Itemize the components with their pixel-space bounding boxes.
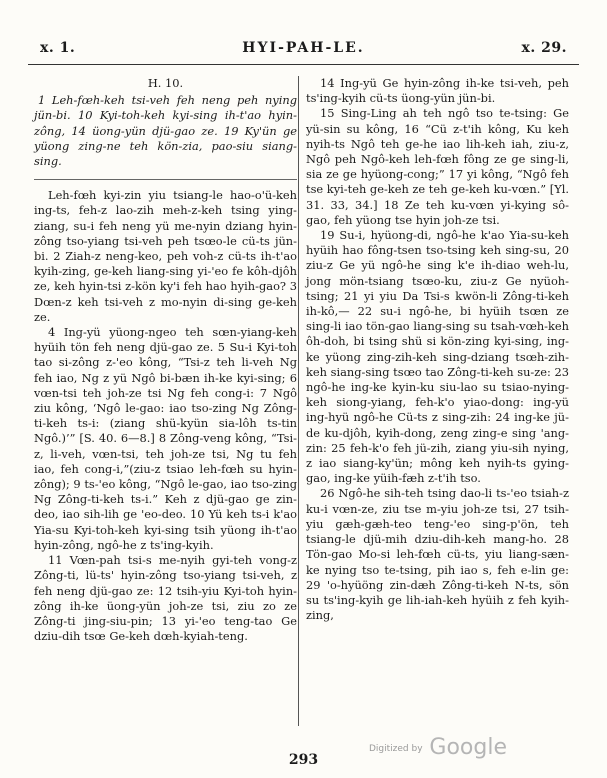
paragraph: Leh-fœh kyi-zin yiu tsiang-le hao-o'ü-keh ing-ts, feh-z lao-zih meh-z-keh tsing ying-ziang, su-i feh neng yü me-nyin dziang hyin-zông tso-yiang tsi-veh peh tsœo-le cü-ts jün-bi. 2 Ziah-z neng-keo, peh voh-z cü-ts ih-t'ao kyih-zing, ge-keh liang-sing yi-'eo fe kôh-djôh ze, keh hyin-tsi z-kön ky'i feh hao hyih-gao? 3 Dœn-z keh tsi-veh z mo-nyin di-sing ge-keh ze.: [34, 188, 297, 324]
paragraph: 26 Ngô-he sih-teh tsing dao-li ts-'eo tsiah-z ku-i vœn-ze, ziu tse m-yiu joh-ze tsi, 27 tsih-yiu gæh-gæh-teo teng-'eo sing-p'ön, teh tsiang-le djü-mih dziu-dih-keh mang-ho. 28 Tön-gao Mo-si leh-fœh cü-ts, yiu liang-sæn-ke nying tso te-tsing, pih iao s, feh e-lin ge: 29 'o-hyüöng zin-dæh Zông-ti-keh N-ts, sön su ts'ing-kyih ge lih-iah-keh hyüih z feh kyih-zing,: [306, 486, 569, 623]
header-book-title: HYI-PAH-LE.: [242, 40, 365, 56]
header-rule: [28, 64, 579, 65]
paragraph: 19 Su-i, hyüong-di, ngô-he k'ao Yia-su-keh hyüih hao fông-tsen tso-tsing keh sing-su, 20 ziu-z Ge yü ngô-he sing k'e ih-diao weh-lu, jong mön-tsiang tsœo-ku, ziu-z Ge nyüoh-tsing; 21 yi yiu Da Tsi-s kwön-li Zông-ti-keh ih-kô,— 22 su-i ngô-he, bi hyüih tsœn ze sing-li iao tön-gao liang-sing su tsah-vœh-keh ôh-doh, bi tsing shü si kön-zing kyi-sing, ing-ke yüong zing-zih-keh sing-dziang tsœh-zih-keh siang-sing tsœo tao Zông-ti-keh su-ze: 23 ngô-he ing-ke kyin-ku siu-lao su tsiao-nying-keh siong-yiang, feh-k'o yiao-dong: ing-yü ing-hyü ngô-he Cü-ts z sing-zih: 24 ing-ke jü-de ku-djôh, kyih-dong, zeng zing-e sing 'ang-zin: 25 feh-k'o feh jü-zih, ziang yiu-sih nying, z iao siang-ky'ün; mông keh nyih-ts gying-gao, ing-ke yüih-fæh z-t'ih tso.: [306, 228, 569, 486]
chapter-heading: H. 10.: [147, 76, 184, 90]
watermark-brand: Google: [429, 735, 507, 760]
header-chapter-start: x. 1.: [40, 40, 76, 56]
digitization-watermark: [369, 735, 507, 760]
page-number: 293: [288, 752, 319, 768]
paragraph: 15 Sing-Ling ah teh ngô tso te-tsing: Ge yü-sin su kông, 16 “Cü z-t'ih kông, Ku keh nyih-ts Ngô teh ge-he iao lih-keh iah, ziu-z, Ngô peh Ngô-keh leh-fœh fông ze ge sing-li, sia ze ge hyüong-cong;” 17 yi kông, “Ngô feh tse kyi-teh ge-keh ze teh ge-keh ku-vœn.” [Yl. 31. 33, 34.] 18 Ze teh ku-vœn yi-kying sô-gao, feh yüong tse hyin joh-ze tsi.: [306, 106, 569, 227]
paragraph: 4 Ing-yü yüong-ngeo teh sœn-yiang-keh hyüih tön feh neng djü-gao ze. 5 Su-i Kyi-toh tao si-zông z-'eo kông, “Tsi-z teh li-veh Ng feh iao, Ng z yü Ngô bi-bæn ih-ke kyi-sing; 6 vœn-tsi teh joh-ze tsi Ng feh cong-i: 7 Ngô ziu kông, ‘Ngô le-gao: iao tso-zing Ng Zông-ti-keh ts-i: (ziang shü-kyün sia-lôh ts-tin Ngô.)’” [S. 40. 6—8.] 8 Zông-veng kông, “Tsi-z, li-veh, vœn-tsi, teh joh-ze tsi, Ng tu feh iao, feh cong-i,”(ziu-z tsiao leh-fœh su hyin-zông); 9 ts-'eo kông, “Ngô le-gao, iao tso-zing Ng Zông-ti-keh ts-i.” Keh z djü-gao ge zin-deo, iao sih-lih ge 'eo-deo. 10 Yü keh ts-i k'ao Yia-su Kyi-toh-keh kyi-sing tsih yüong ih-t'ao hyin-zông, ngô-he z ts'ing-kyih.: [34, 325, 297, 552]
watermark-prefix: Digitized by: [368, 744, 423, 754]
column-divider: [298, 76, 299, 726]
chapter-summary: 1 Leh-fœh-keh tsi-veh feh neng peh nying jün-bi. 10 Kyi-toh-keh kyi-sing ih-t'ao hyin-zông, 14 üong-yün djü-gao ze. 19 Ky'ün ge yüong zing-ne teh kön-zia, pao-siu siang-sing.: [34, 93, 297, 169]
paragraph: 14 Ing-yü Ge hyin-zông ih-ke tsi-veh, peh ts'ing-kyih cü-ts üong-yün jün-bi.: [306, 76, 569, 106]
header-chapter-end: x. 29.: [521, 40, 567, 56]
left-column: [34, 76, 297, 644]
paragraph: 11 Vœn-pah tsi-s me-nyih gyi-teh vong-z Zông-ti, lü-ts' hyin-zông tso-yiang tsi-veh, z feh neng djü-gao ze: 12 tsih-yiu Kyi-toh hyin-zông ih-ke üong-yün joh-ze tsi, ziu zo ze Zông-ti jing-siu-pin; 13 yi-'eo teng-tao Ge dziu-dih tsœ Ge-keh dœh-kyiah-teng.: [34, 553, 297, 644]
running-header: [30, 38, 577, 62]
summary-rule: [34, 179, 297, 180]
right-column: [306, 76, 569, 623]
